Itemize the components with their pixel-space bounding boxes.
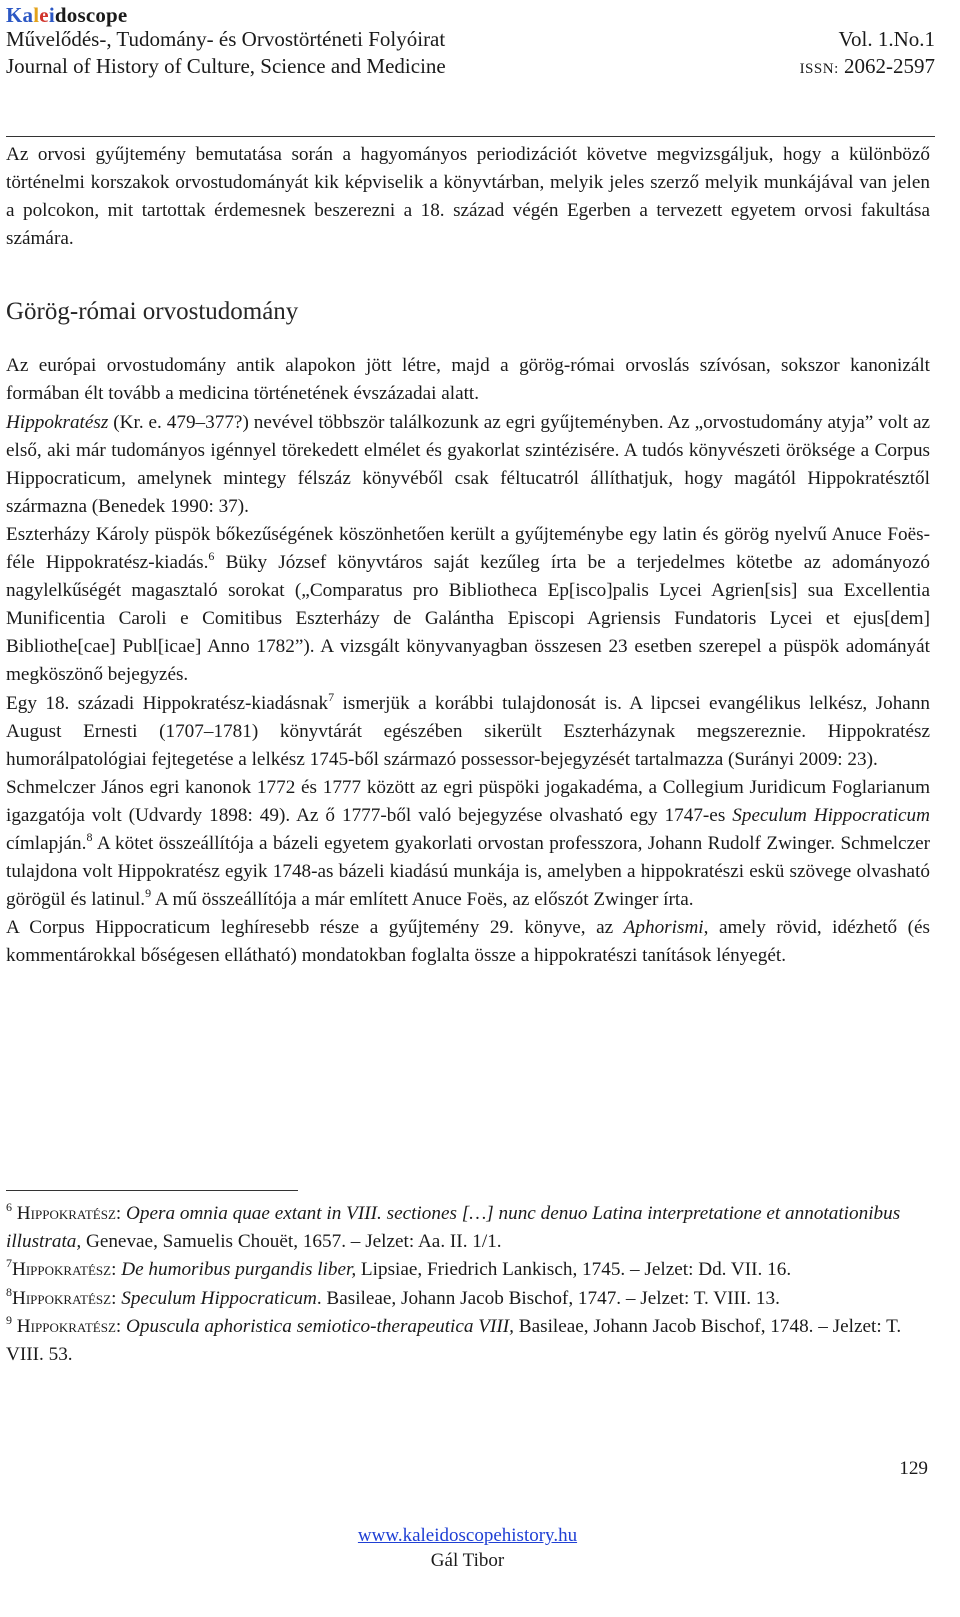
- footnote-divider: [6, 1190, 298, 1191]
- paragraph-3: Egy 18. századi Hippokratész-kiadásnak$^7$ ismerjük a korábbi tulajdonosát is. A lipcsei evangélikus lelkész, Johann August Ernesti (1707–1781) könyvtárát egészében sikerült Eszterházynak megszereznie. Hippokratész humorálpatológiai fejtegetése a lelkész 1745-ből származó possessor-bejegyzését tartalmazza (Surányi 2009: 23).: [6, 689, 931, 770]
- volume-label: Vol. 1.No.1: [838, 27, 935, 51]
- journal-subtitle-hu: Művelődés-, Tudomány- és Orvostörténeti Folyóirat: [6, 27, 446, 51]
- footnote-ref-8[interactable]: 8: [86, 829, 93, 844]
- footnote-ref-9[interactable]: 9: [145, 886, 152, 901]
- footnote-ref-7[interactable]: 7: [328, 689, 335, 704]
- footnote-7: $^7$Hippokratész: De humoribus purgandis liber, Lipsiae, Friedrich Lankisch, 1745. – Jelzet: Dd. VII. 16.: [6, 1256, 792, 1281]
- page-footer: [0, 1523, 935, 1573]
- footnote-ref-6[interactable]: 6: [208, 549, 215, 564]
- footnotes: [6, 1200, 930, 1369]
- footnote-9: $^9$ Hippokratész: Opuscula aphoristica semiotico-therapeutica VIII, Basileae, Johann Jacob Bischof, 1748. – Jelzet: T. VIII. 53.: [6, 1312, 902, 1366]
- issn: ISSN: 2062-2597: [799, 54, 935, 78]
- paragraph-2: Eszterházy Károly püspök bőkezűségének köszönhetően került a gyűjteménybe egy latin és görög nyelvű Anuce Foës-féle Hippokratész-kiadás.$^6$ Büky József könyvtáros saját kezűleg írta be a terjedelmes kötetbe az adományozó nagylelkűségét magasztaló sorokat („Comparatus pro Bibliotheca Ep[isco]palis Lycei Agrien[sis] sua Excellentia Munificentia Caroli e Comitibus Eszterházy de Galántha Episcopi Agriensis Fundatoris Lycei et ejus[dem] Bibliothe[cae] Publ[icae] Anno 1782”). A vizsgált könyvanyagban összesen 23 esetben szerepel a püspök adományát megköszönő bejegyzés.: [6, 523, 930, 686]
- footnote-6: $^6$ Hippokratész: Opera omnia quae extant in VIII. sectiones […] nunc denuo Latina interpretatione et annotationibus illustrata, Genevae, Samuelis Chouët, 1657. – Jelzet: Aa. II. 1/1.: [6, 1200, 901, 1253]
- page-number: 129: [899, 1458, 928, 1479]
- journal-subtitle-en: Journal of History of Culture, Science and Medicine: [6, 54, 446, 78]
- journal-header: [6, 0, 935, 85]
- author-name: Gál Tibor: [430, 1550, 505, 1571]
- article-body: [6, 141, 930, 970]
- intro-paragraph: Az orvosi gyűjtemény bemutatása során a hagyományos periodizációt követve megvizsgáljuk, hogy a különböző történelmi korszakok orvostudományát kik képviselik a könyvtárban, melyik jeles szerző melyik munkájával van jelen a polcokon, mit tartottak érdemesnek beszerezni a 18. század végén Egerben a tervezett egyetem orvosi fakultása számára.: [6, 144, 930, 250]
- paragraph-1: Az európai orvostudomány antik alapokon jött létre, majd a görög-római orvoslás szívósan, sokszor kanonizált formában élt tovább a medicina történetének évszázadai alatt. Hippokratész (Kr. e. 479–377?) nevével többször találkozunk az egri gyűjteményben. Az „orvostudomány atyja” volt az első, aki már tudományos igénnyel törekedett elmélet és gyakorlat szintézisére. A tudós könyvészeti öröksége a Corpus Hippocraticum, amelynek mintegy félszáz könyvéből csak féltucatról állíthatjuk, hogy magától Hippokratésztől származna (Benedek 1990: 37).: [6, 355, 930, 517]
- paragraph-4: Schmelczer János egri kanonok 1772 és 1777 között az egri püspöki jogakadéma, a Collegium Juridicum Foglarianum igazgatója volt (Udvardy 1898: 49). Az ő 1777-ből való bejegyzése olvasható egy 1747-es Speculum Hippocraticum címlapján.$^8$ A kötet összeállítója a bázeli egyetem gyakorlati orvostan professzora, Johann Rudolf Zwinger. Schmelczer tulajdona volt Hippokratész egyik 1748-as bázeli kiadású munkája is, amelyben a hippokratészi eskü szövege olvasható görögül és latinul.$^9$ A mű összeállítója a már említett Anuce Foës, az előszót Zwinger írta.: [6, 776, 930, 911]
- header-divider: [6, 136, 935, 137]
- footnote-8: $^8$Hippokratész: Speculum Hippocraticum. Basileae, Johann Jacob Bischof, 1747. – Jelzet: T. VIII. 13.: [6, 1284, 780, 1309]
- journal-brand-logo: Kaleidoscope: [6, 3, 128, 27]
- journal-website-link[interactable]: www.kaleidoscopehistory.hu: [357, 1525, 578, 1546]
- paragraph-5: A Corpus Hippocraticum leghíresebb része a gyűjtemény 29. könyve, az Aphorismi, amely rövid, idézhető (és kommentárokkal bőségesen ellátható) mondatokban foglalta össze a hippokratészi tanítások lényegét.: [6, 917, 931, 967]
- section-heading: Görög-római orvostudomány: [6, 298, 299, 326]
